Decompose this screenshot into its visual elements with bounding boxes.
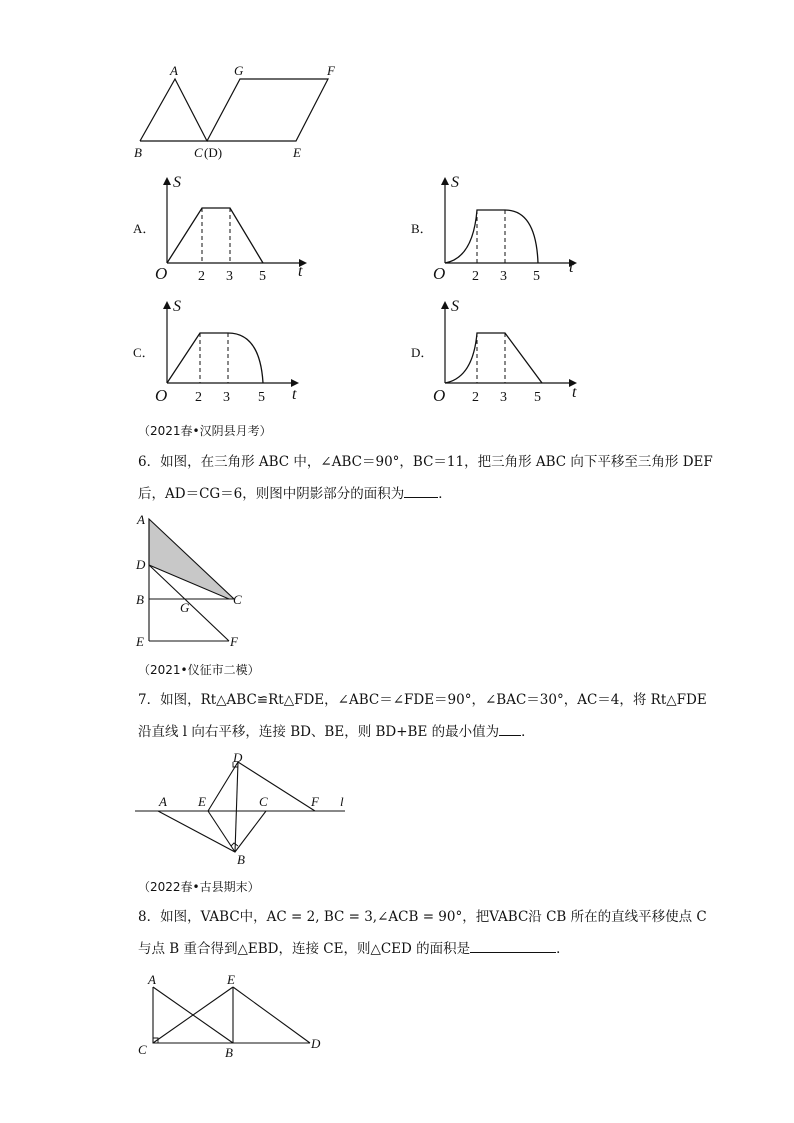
q7-text: [138, 690, 707, 742]
tick-5: 5: [533, 269, 540, 284]
option-d-graph: [428, 294, 593, 404]
q6-figure: [130, 508, 260, 648]
q8-answer-blank[interactable]: [470, 940, 556, 953]
q6-line2-text: 后，AD＝CG＝6，则图中阴影部分的面积为: [138, 486, 405, 502]
option-c-graph: [150, 294, 315, 404]
label-f: F: [230, 634, 238, 649]
q7-line1: 7．如图，Rt△ABC≌Rt△FDE，∠ABC＝∠FDE＝90°，∠BAC＝30°，AC＝4，将 Rt△FDE: [138, 692, 707, 708]
tick-5: 5: [534, 390, 541, 405]
curve: [167, 208, 263, 263]
q6-line2: [138, 484, 678, 504]
q8-line1: 8．如图，VABC中，AC = 2, BC = 3,∠ACB = 90°，把VABC沿 CB 所在的直线平移使点 C: [138, 909, 707, 925]
option-b-graph: [428, 170, 593, 284]
tick-5: 5: [259, 269, 266, 284]
option-b-letter: B．: [411, 221, 433, 236]
origin-label: O: [433, 264, 446, 283]
q7-figure: [130, 750, 355, 868]
tick-2: 2: [472, 269, 479, 284]
q6-line1: 6．如图，在三角形 ABC 中，∠ABC＝90°，BC＝11，把三角形 ABC 向下平移至三角形 DEF: [138, 454, 713, 470]
option-c-letter: C．: [133, 345, 155, 360]
option-a-letter: A．: [133, 221, 156, 236]
axis-t-label: t: [569, 259, 574, 276]
shaded-region: [149, 519, 234, 599]
tick-5: 5: [258, 390, 265, 405]
label-b: B: [225, 1045, 233, 1060]
q7-line2-end: ．: [521, 724, 535, 740]
label-d: D: [233, 750, 243, 765]
curve: [167, 333, 263, 383]
curve: [445, 333, 542, 383]
q6-line2-end: ．: [438, 486, 452, 502]
q6-text: [138, 452, 713, 504]
top-figure: [120, 55, 360, 170]
q8-figure: [130, 970, 330, 1062]
label-g: G: [180, 600, 190, 615]
axis-t-label: t: [572, 384, 577, 401]
tick-2: 2: [472, 390, 479, 405]
label-c: C: [233, 592, 242, 607]
label-c: C: [194, 145, 203, 160]
axis-s-label: S: [173, 174, 181, 191]
axis-s-label: S: [451, 174, 459, 191]
label-a: A: [148, 972, 156, 987]
label-b: B: [136, 592, 144, 607]
q6-source: （2021春•汉阴县月考）: [138, 424, 272, 438]
label-e: E: [136, 634, 144, 649]
origin-label: O: [155, 264, 168, 283]
tick-3: 3: [223, 390, 230, 405]
q8-line2-end: ．: [556, 941, 570, 957]
label-f: F: [327, 63, 335, 78]
label-a: A: [159, 794, 167, 809]
q7-source: （2021•仪征市二模）: [138, 663, 260, 677]
q8-line2: [138, 939, 678, 959]
label-b: B: [134, 145, 142, 160]
tick-3: 3: [500, 390, 507, 405]
axis-s-label: S: [173, 298, 181, 315]
q8-line2-text: 与点 B 重合得到△EBD，连接 CE，则△CED 的面积是: [138, 941, 471, 957]
origin-label: O: [155, 386, 168, 405]
label-e: E: [198, 794, 206, 809]
label-e: E: [227, 972, 235, 987]
tick-2: 2: [195, 390, 202, 405]
q8-source: （2022春•古县期末）: [138, 880, 260, 894]
triangle-abc: [140, 79, 207, 141]
q7-answer-blank[interactable]: [499, 723, 521, 736]
option-d-letter: D．: [411, 345, 434, 360]
label-c: C: [259, 794, 268, 809]
label-c: C: [138, 1042, 147, 1057]
axis-t-label: t: [298, 263, 303, 280]
option-a-graph: [150, 170, 315, 284]
q6-answer-blank[interactable]: [404, 485, 438, 498]
q7-line2: [138, 722, 678, 742]
tick-3: 3: [226, 269, 233, 284]
q8-text: [138, 907, 707, 959]
origin-label: O: [433, 386, 446, 405]
parallelogram-defg: [207, 79, 328, 141]
axis-s-label: S: [451, 298, 459, 315]
curve: [445, 210, 538, 263]
label-g: G: [234, 63, 244, 78]
label-b: B: [237, 852, 245, 867]
label-a: A: [137, 512, 145, 527]
label-l: l: [340, 794, 344, 809]
tick-2: 2: [198, 269, 205, 284]
axis-t-label: t: [292, 386, 297, 403]
label-d: D: [136, 557, 146, 572]
label-f: F: [311, 794, 319, 809]
label-a: A: [170, 63, 178, 78]
label-d: (D): [204, 145, 223, 160]
tick-3: 3: [500, 269, 507, 284]
label-e: E: [293, 145, 301, 160]
q7-line2-text: 沿直线 l 向右平移，连接 BD、BE，则 BD+BE 的最小值为: [138, 724, 500, 740]
label-d: D: [311, 1036, 321, 1051]
